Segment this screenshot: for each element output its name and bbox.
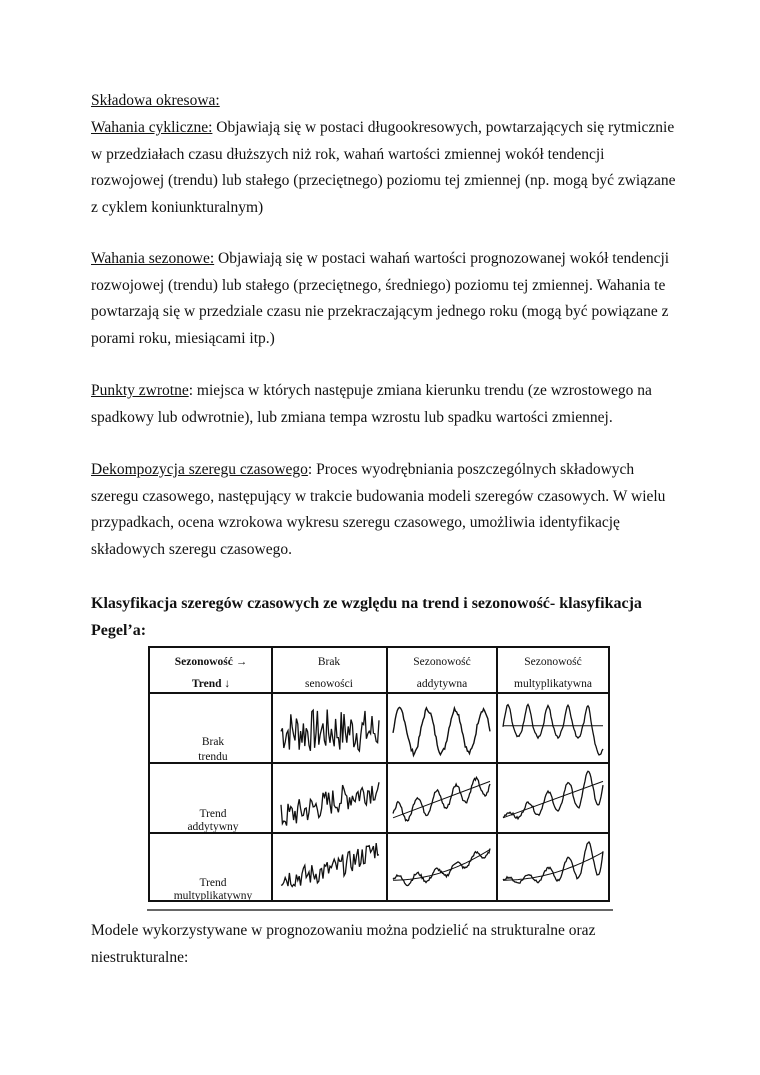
col-header-2-line1: Sezonowość bbox=[413, 656, 471, 668]
term-dekompozycja: Dekompozycja szeregu czasowego bbox=[91, 461, 308, 478]
row-label-1-line1: Brak bbox=[201, 736, 225, 748]
trendline-additive-trend-multiplicative bbox=[503, 781, 603, 817]
row-label-2-line2: addytywny bbox=[187, 821, 239, 833]
paragraph-wahania-sezonowe bbox=[91, 246, 681, 352]
corner-trend-label: Trend ↓ bbox=[191, 678, 231, 690]
trendcurve-multiplicative-trend-multiplicative bbox=[503, 852, 603, 880]
pegel-classification-figure bbox=[147, 645, 613, 913]
plot-no-trend-multiplicative-seasonality bbox=[503, 705, 603, 755]
plot-no-trend-additive-seasonality bbox=[393, 707, 490, 755]
corner-seasonality-label: Sezonowość → bbox=[174, 656, 248, 668]
row-label-3-line2: multyplikatywny bbox=[173, 890, 253, 902]
section-title-skladowa-okresowa bbox=[91, 88, 681, 115]
row-label-3-line1: Trend bbox=[199, 877, 227, 889]
paragraph-wahania-cykliczne bbox=[91, 115, 681, 221]
trendline-additive-trend-additive bbox=[393, 781, 490, 817]
pegel-classification-heading: Klasyfikacja szeregów czasowych ze względu na trend i sezonowość- klasyfikacja Pegel’a: bbox=[91, 595, 642, 639]
plot-additive-trend-multiplicative-seasonality bbox=[503, 771, 603, 819]
term-wahania-cykliczne: Wahania cykliczne: bbox=[91, 119, 213, 136]
col-header-1-line2: senowości bbox=[305, 678, 353, 690]
paragraph-dekompozycja bbox=[91, 457, 681, 563]
row-label-2-line1: Trend bbox=[199, 808, 227, 820]
plot-no-trend-no-seasonality bbox=[281, 710, 379, 752]
text-wahania-sezonowe: Objawiają się w postaci wahań wartości prognozowanej wokół tendencji rozwojowej (trendu) lub stałego (przeciętnego, średniego) poziomu tej zmiennej. Wahania te powtarzają się w przedziale czasu nie przekraczającym jednego roku (mogą być powiązane z porami roku, miesiącami itp.) bbox=[91, 250, 670, 347]
text-wahania-cykliczne: Objawiają się w postaci długookresowych, powtarzających się rytmicznie w przedziałach czasu dłuższych niż rok, wahań wartości zmiennej wokół tendencji rozwojowej (trendu) lub stałego (przeciętnego) poziomu tej zmiennej (np. mogą być związane z cyklem koniunkturalnym) bbox=[91, 119, 676, 216]
text-dekompozycja: : Proces wyodrębniania poszczególnych składowych szeregu czasowego, następujący w trakcie budowania modeli szeregów czasowych. W wielu przypadkach, ocena wzrokowa wykresu szeregu czasowego, umożliwia identyfikację składowych szeregu czasowego. bbox=[91, 461, 666, 558]
col-header-2-line2: addytywna bbox=[416, 678, 468, 690]
col-header-1-line1: Brak bbox=[317, 656, 341, 668]
paragraph-punkty-zwrotne bbox=[91, 378, 681, 431]
trendcurve-multiplicative-trend-additive bbox=[393, 849, 490, 880]
term-punkty-zwrotne: Punkty zwrotne bbox=[91, 382, 189, 399]
col-header-3-line1: Sezonowość bbox=[524, 656, 582, 668]
term-wahania-sezonowe: Wahania sezonowe: bbox=[91, 250, 215, 267]
plot-multiplicative-trend-multiplicative-seasonality bbox=[503, 842, 603, 883]
col-header-3-line2: multyplikatywna bbox=[514, 678, 592, 690]
skladowa-okresowa-label: Składowa okresowa: bbox=[91, 92, 220, 109]
pegel-table-svg bbox=[147, 645, 613, 913]
text-punkty-zwrotne: : miejsca w których następuje zmiana kierunku trendu (ze wzrostowego na spadkowy lub odwrotnie), lub zmiana tempa wzrostu lub spadku wartości zmiennej. bbox=[91, 382, 652, 426]
row-label-1-line2: trendu bbox=[198, 751, 228, 763]
paragraph-modele: Modele wykorzystywane w prognozowaniu można podzielić na strukturalne oraz niestrukturalne: bbox=[91, 922, 596, 966]
plot-multiplicative-trend-additive-seasonality bbox=[393, 849, 490, 886]
plot-additive-trend-no-seasonality bbox=[281, 782, 379, 825]
plot-multiplicative-trend-no-seasonality bbox=[281, 843, 379, 887]
